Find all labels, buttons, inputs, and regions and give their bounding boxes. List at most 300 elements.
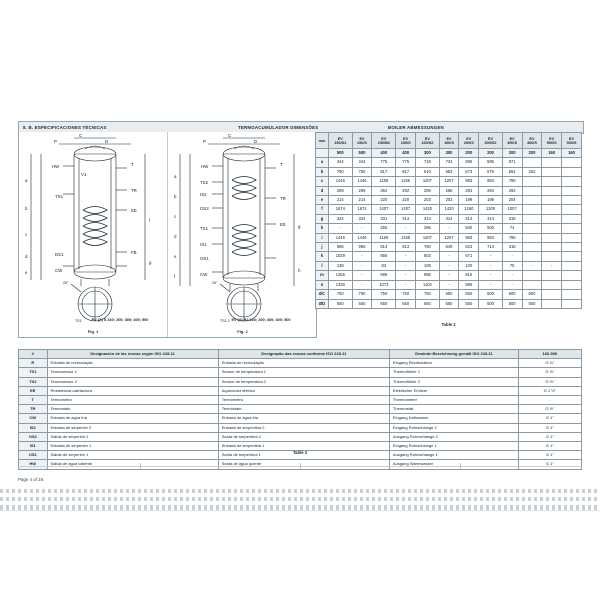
svg-text:e: e <box>174 254 177 259</box>
row-label: j <box>316 243 329 252</box>
cell: 200 <box>522 149 542 158</box>
cell: 400 <box>396 149 416 158</box>
cell: 983 <box>479 233 503 242</box>
cell: 996 <box>416 271 440 280</box>
cell: 500 <box>522 299 542 308</box>
cell-de: Eingang Kaltwasser <box>389 414 518 423</box>
cell-size: G ¾" <box>518 359 581 368</box>
cell: 1330 <box>329 280 353 289</box>
cell: 1158 <box>372 177 396 186</box>
col-header-3: EV 150/S <box>396 133 416 149</box>
cell <box>562 261 582 270</box>
cell-pt: Entrada de água fria <box>218 414 389 423</box>
cell-size: G 1 ½" <box>518 386 581 395</box>
col-header-6: EV 200/S <box>459 133 479 149</box>
cell: 595 <box>479 158 503 167</box>
cell <box>542 224 562 233</box>
cell <box>562 290 582 299</box>
cell <box>522 233 542 242</box>
svg-text:CW: CW <box>55 268 63 273</box>
threads-header-pt: Designação das roscas conforme ISO 228-11 <box>218 350 389 359</box>
cell: 803 <box>416 252 440 261</box>
row-label: h <box>316 224 329 233</box>
cell: 300 <box>439 149 459 158</box>
cell-de: Eingang Rohrschlange 2 <box>389 423 518 432</box>
cell-de: Ausgang Warmwasser <box>389 460 518 469</box>
cell: 1007 <box>502 205 522 214</box>
cell-size: G 1" <box>518 442 581 451</box>
cell: 817 <box>372 167 396 176</box>
cell: 292 <box>396 186 416 195</box>
figure-1-caption: Fig. 1 <box>87 329 99 334</box>
cell: 775 <box>372 158 396 167</box>
cell: 1207 <box>439 233 459 242</box>
svg-text:g: g <box>149 260 152 265</box>
cell: 823 <box>459 243 479 252</box>
cell: 331 <box>372 214 396 223</box>
cell: 750 <box>329 167 353 176</box>
cell: 500 <box>479 299 503 308</box>
cell-es: Termostato <box>47 405 218 414</box>
svg-text:25°: 25° <box>63 281 69 285</box>
cell: 1446 <box>352 177 372 186</box>
cell: 220 <box>372 196 396 205</box>
svg-text:TS2: TS2 <box>200 180 209 185</box>
svg-text:b: b <box>25 206 28 211</box>
row-label: g <box>316 214 329 223</box>
table-row-model <box>316 149 582 158</box>
cell: 750 <box>416 290 440 299</box>
figure-2 <box>167 132 317 337</box>
svg-text:a: a <box>174 174 177 179</box>
cell-es: Entrada de serpentín 1 <box>47 442 218 451</box>
cell: 214 <box>352 196 372 205</box>
cell-es: Entrada de agua fría <box>47 414 218 423</box>
cell: 600 <box>479 290 503 299</box>
svg-text:D: D <box>105 139 109 144</box>
cell-code: TS2 <box>19 377 48 386</box>
cell: 1207 <box>439 177 459 186</box>
cell-code: IS2 <box>19 423 48 432</box>
fig1-bottom-caption: EV (X) S 160; 200; 300; 400; 500 <box>91 318 149 322</box>
table-row <box>316 214 582 223</box>
cell-code: HW <box>19 460 48 469</box>
cell: 1260 <box>459 205 479 214</box>
svg-text:EE: EE <box>131 208 137 213</box>
drawings-panel <box>18 132 317 338</box>
cell: 200 <box>459 149 479 158</box>
cell-es: Salida de serpentín 2 <box>47 432 218 441</box>
svg-text:EE: EE <box>280 222 286 227</box>
svg-text:HW: HW <box>52 164 60 169</box>
dimensions-table-caption: Table 2 <box>441 322 456 327</box>
dimensions-table <box>315 132 582 309</box>
cell-es: Termómetro <box>47 396 218 405</box>
cell: 344 <box>329 158 353 167</box>
decorative-strip-overlay <box>0 487 600 509</box>
threads-table-header-row <box>19 350 582 359</box>
svg-text:25°: 25° <box>212 281 218 285</box>
cell-es: Salida de agua caliente <box>47 460 218 469</box>
cell: 265 <box>372 224 396 233</box>
cell-pt: Saída de serpentina 1 <box>218 451 389 460</box>
cell: 653 <box>439 167 459 176</box>
cell: 750 <box>329 290 353 299</box>
cell: - <box>502 252 522 261</box>
cell-pt: Saída de serpentina 2 <box>218 432 389 441</box>
cell: 362 <box>372 186 396 195</box>
svg-text:f: f <box>149 218 151 223</box>
cell: 74 <box>502 224 522 233</box>
col-header-2: EV 150/B2 <box>372 133 396 149</box>
cell: 775 <box>396 158 416 167</box>
row-label: f <box>316 205 329 214</box>
cell-pt: Aquecedor elétrico <box>218 386 389 395</box>
cell: 714 <box>479 243 503 252</box>
cell-code: OS1 <box>19 451 48 460</box>
cell: - <box>396 261 416 270</box>
cell: 1420 <box>439 205 459 214</box>
cell: 500 <box>459 224 479 233</box>
cell <box>562 158 582 167</box>
table-row <box>316 196 582 205</box>
cell: - <box>396 252 416 261</box>
cell: 600 <box>502 290 522 299</box>
cell: 344 <box>352 158 372 167</box>
footer-tick <box>460 463 461 469</box>
row-label: i <box>316 233 329 242</box>
cell: 813 <box>372 243 396 252</box>
col-header-8: EV 300/S <box>502 133 522 149</box>
row-label: k <box>316 252 329 261</box>
cell-size: G 1" <box>518 432 581 441</box>
cell: 983 <box>479 177 503 186</box>
cell-de: Thermofühler 2 <box>389 377 518 386</box>
cell: - <box>352 271 372 280</box>
cell-size: G ½" <box>518 377 581 386</box>
cell: 314 <box>396 214 416 223</box>
cell: 564 <box>502 167 522 176</box>
cell: 296 <box>416 224 440 233</box>
cell <box>542 158 562 167</box>
cell: 1029 <box>329 252 353 261</box>
svg-text:OS1: OS1 <box>200 256 209 261</box>
cell-de: Thermofühler 1 <box>389 368 518 377</box>
table-row <box>316 271 582 280</box>
cell <box>562 252 582 261</box>
cell <box>522 224 542 233</box>
cell: 1265 <box>329 271 353 280</box>
col-header-0: EV 150/S2 <box>329 133 353 149</box>
cell <box>542 243 562 252</box>
cell-code: IS1 <box>19 442 48 451</box>
cell: 160 <box>542 149 562 158</box>
table-row <box>316 177 582 186</box>
cell <box>542 271 562 280</box>
cell-es: Termosensor 2 <box>47 377 218 386</box>
cell: - <box>396 280 416 289</box>
svg-text:IS2: IS2 <box>200 192 207 197</box>
col-header-10: EV 500/S <box>542 133 562 149</box>
figure-1 <box>19 132 167 337</box>
cell-code: OS2 <box>19 432 48 441</box>
svg-text:FB: FB <box>131 250 137 255</box>
cell: 199 <box>479 196 503 205</box>
cell-code: EE <box>19 386 48 395</box>
cell-pt: Termóstato <box>218 405 389 414</box>
threads-header-size: 160-500 <box>518 350 581 359</box>
cell-de: Eingang Rezirkulation <box>389 359 518 368</box>
cell-de: Ausgang Rohrschlange 2 <box>389 432 518 441</box>
cell: 983 <box>459 177 479 186</box>
cell: 1446 <box>329 233 353 242</box>
table-row <box>316 186 582 195</box>
cell <box>542 280 562 289</box>
svg-text:P: P <box>54 139 57 144</box>
cell: 75 <box>502 261 522 270</box>
cell: 324 <box>329 214 353 223</box>
cell: 986 <box>329 243 353 252</box>
cell: 673 <box>459 167 479 176</box>
table-row <box>316 261 582 270</box>
table-row <box>316 233 582 242</box>
row-label: d <box>316 186 329 195</box>
cell <box>562 299 582 308</box>
cell-size: G 1" <box>518 451 581 460</box>
cell: 650 <box>439 290 459 299</box>
cell: 204 <box>502 196 522 205</box>
cell: 284 <box>459 186 479 195</box>
svg-text:T: T <box>280 162 283 167</box>
row-label: e <box>316 196 329 205</box>
cell: - <box>439 271 459 280</box>
cell: 676 <box>479 167 503 176</box>
table-row <box>19 368 582 377</box>
cell: - <box>439 252 459 261</box>
cell <box>562 243 582 252</box>
cell: 786 <box>502 177 522 186</box>
row-label: l <box>316 261 329 270</box>
cell <box>562 271 582 280</box>
cell: 813 <box>396 243 416 252</box>
table-row <box>316 290 582 299</box>
cell: 200 <box>479 149 503 158</box>
cell: 986 <box>352 243 372 252</box>
svg-text:c: c <box>174 214 177 219</box>
cell: - <box>396 224 416 233</box>
table-row <box>316 158 582 167</box>
cell: - <box>502 280 522 289</box>
cell: 160 <box>562 149 582 158</box>
cell: 595 <box>459 158 479 167</box>
cell: 83 <box>372 261 396 270</box>
cell <box>522 280 542 289</box>
cell: 324 <box>352 214 372 223</box>
cell: 500 <box>479 224 503 233</box>
table-row <box>19 423 582 432</box>
cell: 1200 <box>479 205 503 214</box>
cell <box>562 280 582 289</box>
table-row <box>19 396 582 405</box>
cell: 400 <box>372 149 396 158</box>
cell: 288 <box>439 186 459 195</box>
section-header-de: BOILER ABMESSUNGEN <box>388 125 444 130</box>
svg-text:TR: TR <box>131 188 137 193</box>
cell: - <box>502 271 522 280</box>
cell-code: CW <box>19 414 48 423</box>
cell: - <box>352 224 372 233</box>
cell: 786 <box>502 233 522 242</box>
cell: 1407 <box>396 205 416 214</box>
col-header-7: EV 300/S2 <box>479 133 503 149</box>
cell: 983 <box>459 233 479 242</box>
cell: 718 <box>416 158 440 167</box>
section-header-es: 8. B. ESPECIFICACIONES TÉCNICAS <box>23 125 107 130</box>
cell: 550 <box>439 299 459 308</box>
cell-de: Elektischer Erhitzer <box>389 386 518 395</box>
cell: 100 <box>459 261 479 270</box>
svg-text:c: c <box>25 232 28 237</box>
svg-text:HW: HW <box>201 164 209 169</box>
cell-size: G 1" <box>518 423 581 432</box>
cell: 200 <box>502 149 522 158</box>
cell-size: G 1" <box>518 460 581 469</box>
svg-text:TS1: TS1 <box>55 194 64 199</box>
cell-code: R <box>19 359 48 368</box>
cell: 500 <box>502 299 522 308</box>
cell: 856 <box>372 252 396 261</box>
row-label: ØD <box>316 299 329 308</box>
table-row <box>316 167 582 176</box>
cell-size: G 1" <box>518 414 581 423</box>
cell <box>542 205 562 214</box>
cell: 996 <box>372 271 396 280</box>
cell-es: Termosensor 1 <box>47 368 218 377</box>
row-label: a <box>316 158 329 167</box>
cell: 299 <box>329 186 353 195</box>
svg-text:d: d <box>174 234 177 239</box>
cell <box>522 158 542 167</box>
cell: 886 <box>459 280 479 289</box>
cell-pt: Sensor de temperatura 1 <box>218 368 389 377</box>
cell-es: Entrada de recirculação <box>47 359 218 368</box>
cell: - <box>352 280 372 289</box>
cell <box>522 243 542 252</box>
cell: 214 <box>329 196 353 205</box>
cell: - <box>522 261 542 270</box>
cell <box>522 205 542 214</box>
cell: 314 <box>416 214 440 223</box>
cell: 108 <box>416 261 440 270</box>
svg-text:T: T <box>131 162 134 167</box>
svg-text:D: D <box>254 139 258 144</box>
cell <box>522 186 542 195</box>
cell <box>542 252 562 261</box>
cell-code: TR <box>19 405 48 414</box>
cell-pt: Entrada de serpentina 1 <box>218 442 389 451</box>
cell: - <box>439 224 459 233</box>
svg-text:C: C <box>228 133 232 138</box>
row-label: b <box>316 167 329 176</box>
cell-code: TS1 <box>19 368 48 377</box>
cell <box>522 214 542 223</box>
cell: 300 <box>416 149 440 158</box>
cell <box>562 196 582 205</box>
cell: 1446 <box>329 177 353 186</box>
threads-header-de: Gewinde Bezeichnung gemäß ISO 228-11 <box>389 350 518 359</box>
cell: - <box>439 261 459 270</box>
cell-pt: Termómetro <box>218 396 389 405</box>
svg-text:h: h <box>298 268 301 273</box>
cell: 760 <box>416 243 440 252</box>
row-label: n <box>316 280 329 289</box>
cell <box>542 186 562 195</box>
cell: - <box>329 224 353 233</box>
svg-text:TS1: TS1 <box>200 226 209 231</box>
col-header-11: EV 500/S <box>562 133 582 149</box>
cell: 1073 <box>372 280 396 289</box>
cell: 1104 <box>416 280 440 289</box>
fig2-bottom-caption: EV (X) B2 160; 200; 300; 400; 500 <box>231 318 291 322</box>
figure-2-caption: Fig. 2 <box>237 329 248 334</box>
cell <box>542 177 562 186</box>
cell <box>562 186 582 195</box>
cell: 750 <box>396 290 416 299</box>
cell-size: G ½" <box>518 405 581 414</box>
cell <box>562 214 582 223</box>
cell: 314 <box>439 214 459 223</box>
cell: 750 <box>372 290 396 299</box>
cell-es: Salida de serpentín 1 <box>47 451 218 460</box>
cell <box>542 290 562 299</box>
svg-text:DS1: DS1 <box>55 252 64 257</box>
cell <box>542 233 562 242</box>
row-label: ØC <box>316 290 329 299</box>
row-label: c <box>316 177 329 186</box>
cell-code: T <box>19 396 48 405</box>
threads-header-code: # <box>19 350 48 359</box>
table-row <box>19 432 582 441</box>
svg-text:d: d <box>25 254 28 259</box>
cell: 284 <box>479 186 503 195</box>
table-row <box>316 243 582 252</box>
page-number: Page 4 of 19. <box>18 477 45 482</box>
cell: 650 <box>329 299 353 308</box>
cell-de: Ausgang Rohrschlange 1 <box>389 451 518 460</box>
cell: 650 <box>352 299 372 308</box>
cell: 610 <box>416 167 440 176</box>
cell: 1420 <box>416 205 440 214</box>
svg-text:V1: V1 <box>81 172 87 177</box>
cell: - <box>479 271 503 280</box>
cell: 1207 <box>416 233 440 242</box>
cell: 600 <box>522 290 542 299</box>
cell <box>522 177 542 186</box>
svg-text:b: b <box>174 194 177 199</box>
cell: 318 <box>502 243 522 252</box>
cell: 1407 <box>372 205 396 214</box>
footer-tick <box>140 463 141 469</box>
svg-text:a: a <box>25 178 28 183</box>
cell: 734 <box>439 158 459 167</box>
cell: 1207 <box>416 177 440 186</box>
unit-header: mm <box>316 133 329 149</box>
cell: 1446 <box>352 233 372 242</box>
svg-text:TR: TR <box>280 196 286 201</box>
cell: 292 <box>502 186 522 195</box>
cell: 500 <box>352 149 372 158</box>
table-row <box>19 386 582 395</box>
